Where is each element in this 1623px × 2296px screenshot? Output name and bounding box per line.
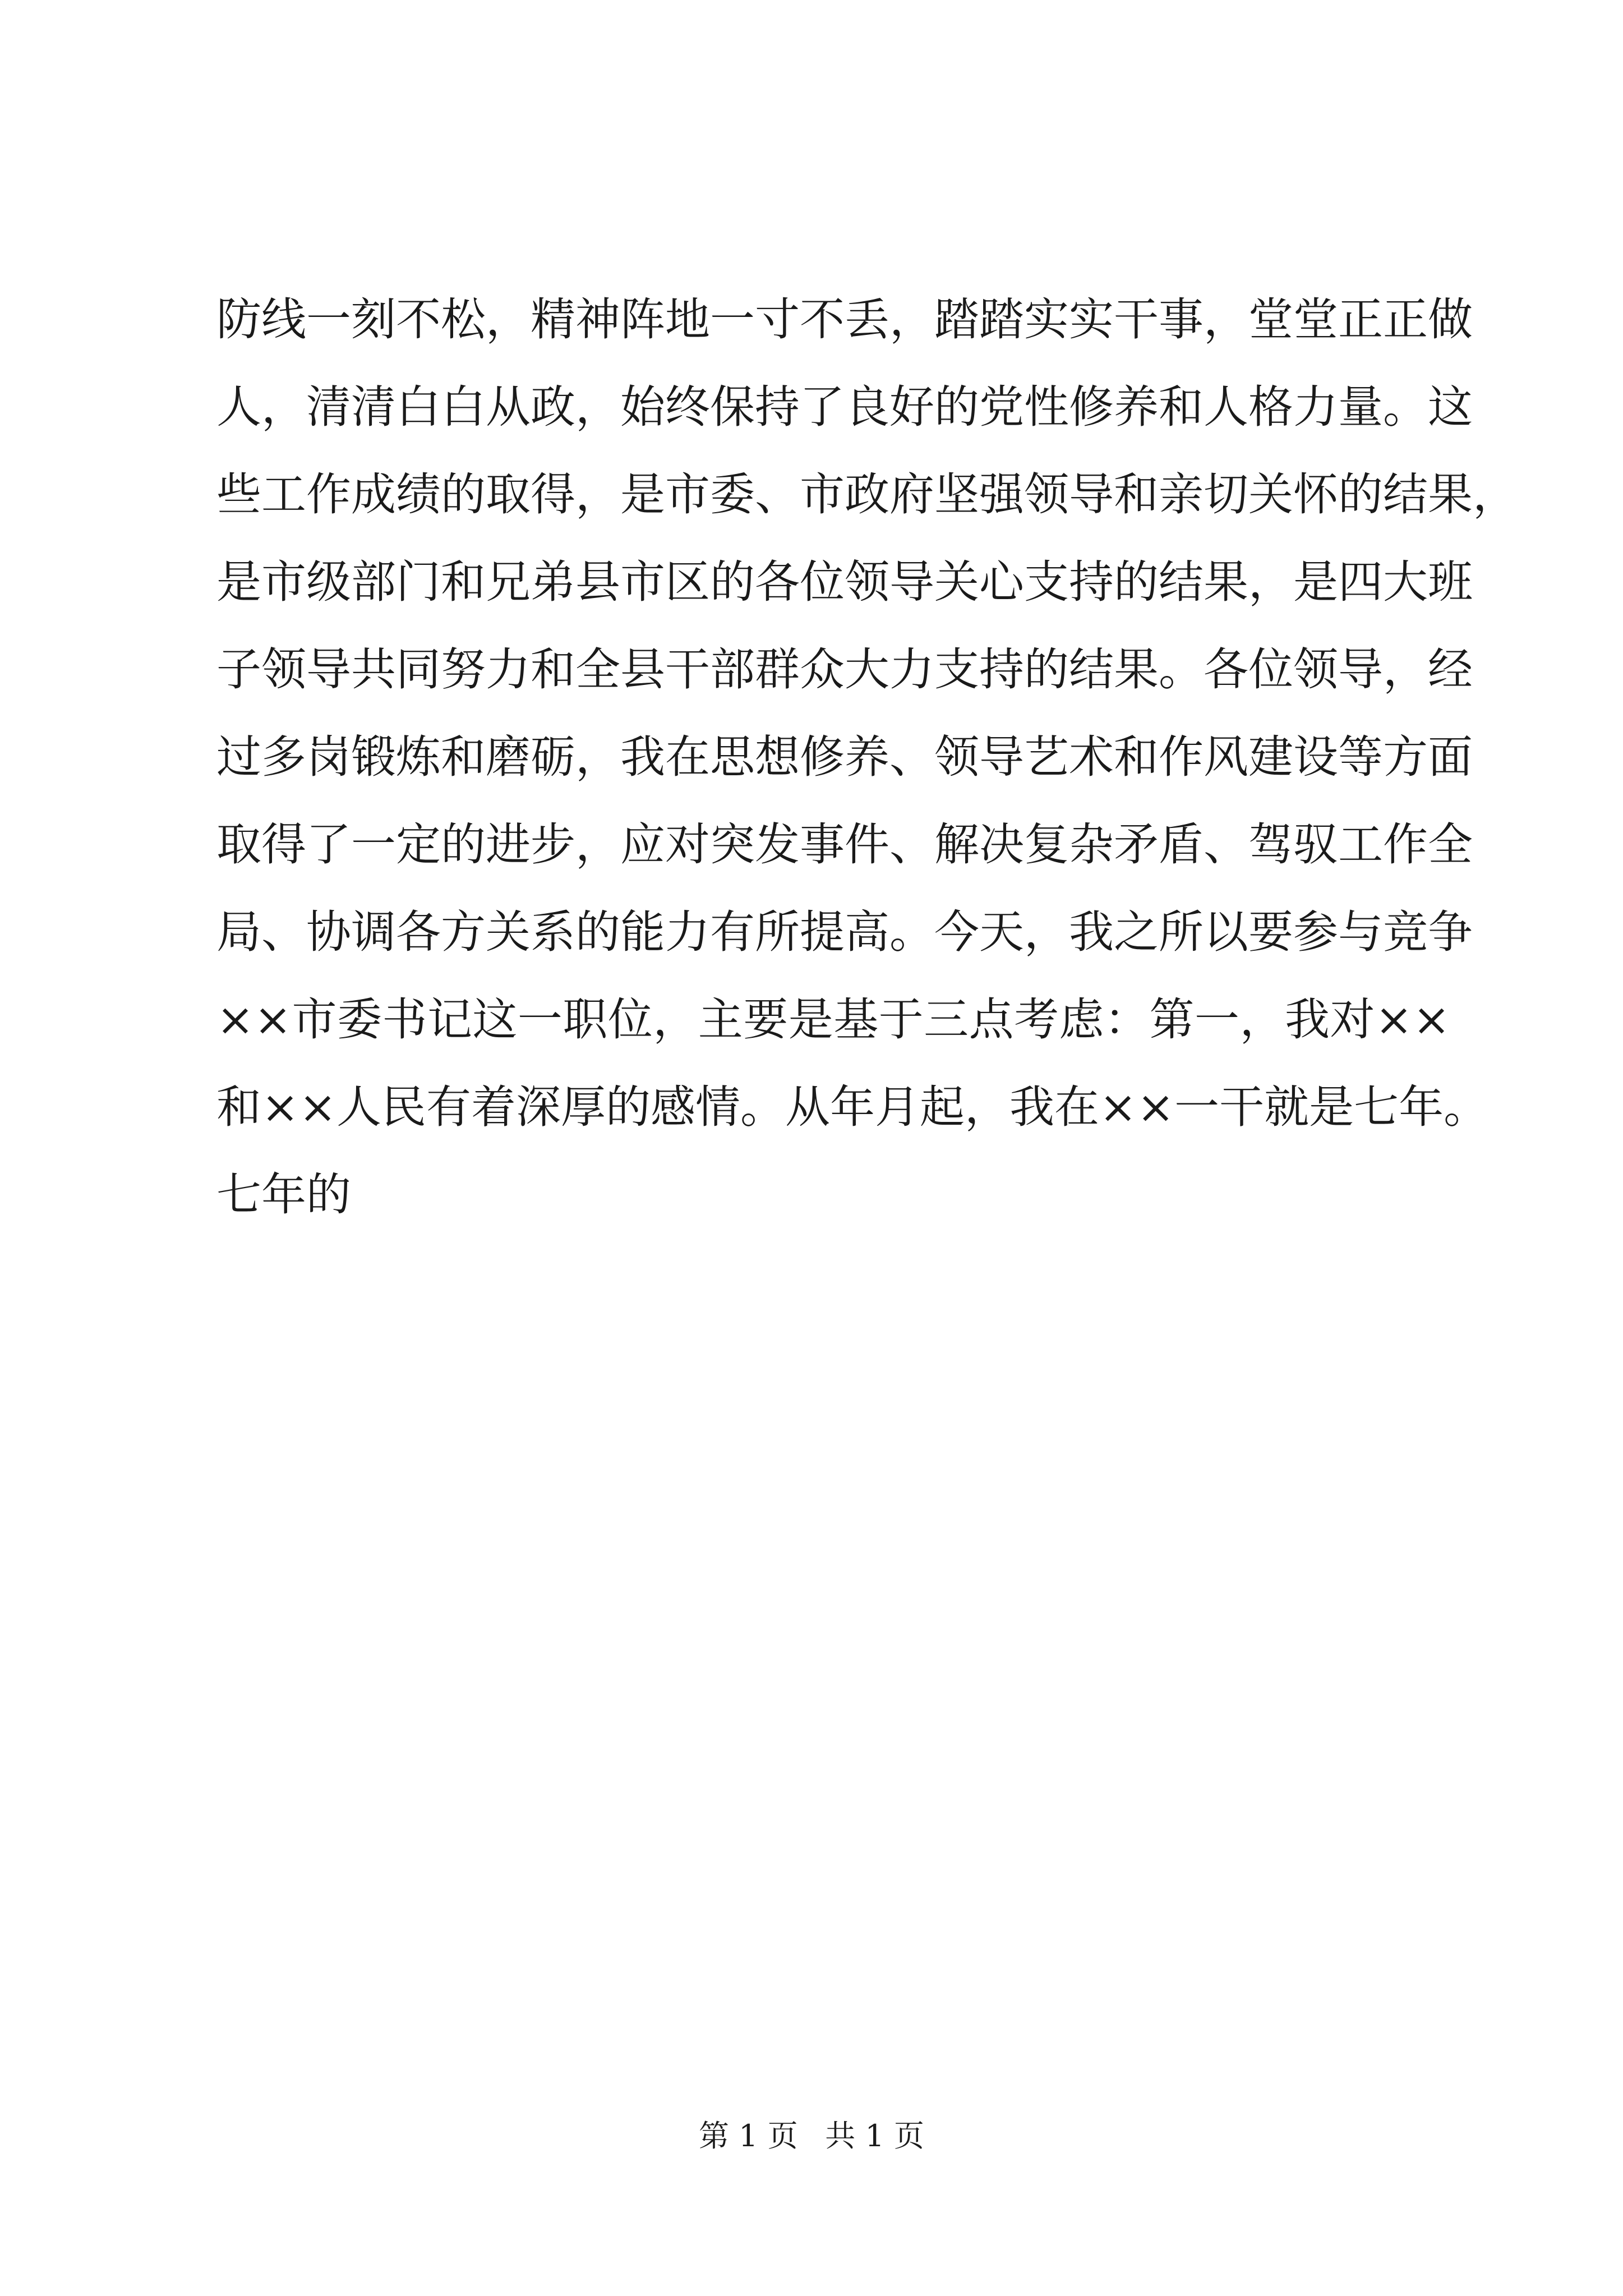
text-line: 防线一刻不松，精神阵地一寸不丢，踏踏实实干事，堂堂正正做	[216, 293, 1473, 346]
text-line: 子领导共同努力和全县干部群众大力支持的结果。各位领导，经	[216, 643, 1473, 696]
page-footer	[0, 2119, 1623, 2153]
text-line: ××市委书记这一职位，主要是基于三点考虑：第一，我对××	[216, 993, 1450, 1046]
page-number-current: 第 1 页	[699, 2118, 798, 2154]
text-line: 些工作成绩的取得，是市委、市政府坚强领导和亲切关怀的结果，	[216, 468, 1518, 521]
body-text	[216, 293, 1518, 1260]
text-line: 七年的	[216, 1168, 351, 1221]
text-line: 和××人民有着深厚的感情。从年月起，我在××一干就是七年。	[216, 1081, 1489, 1133]
text-line: 是市级部门和兄弟县市区的各位领导关心支持的结果，是四大班	[216, 556, 1473, 608]
text-line: 过多岗锻炼和磨砺，我在思想修养、领导艺术和作风建设等方面	[216, 731, 1473, 783]
text-line: 局、协调各方关系的能力有所提高。今天，我之所以要参与竞争	[216, 906, 1473, 958]
text-line: 取得了一定的进步，应对突发事件、解决复杂矛盾、驾驭工作全	[216, 818, 1473, 871]
page-number-total: 共 1 页	[825, 2118, 924, 2154]
text-line: 人，清清白白从政，始终保持了良好的党性修养和人格力量。这	[216, 381, 1473, 433]
